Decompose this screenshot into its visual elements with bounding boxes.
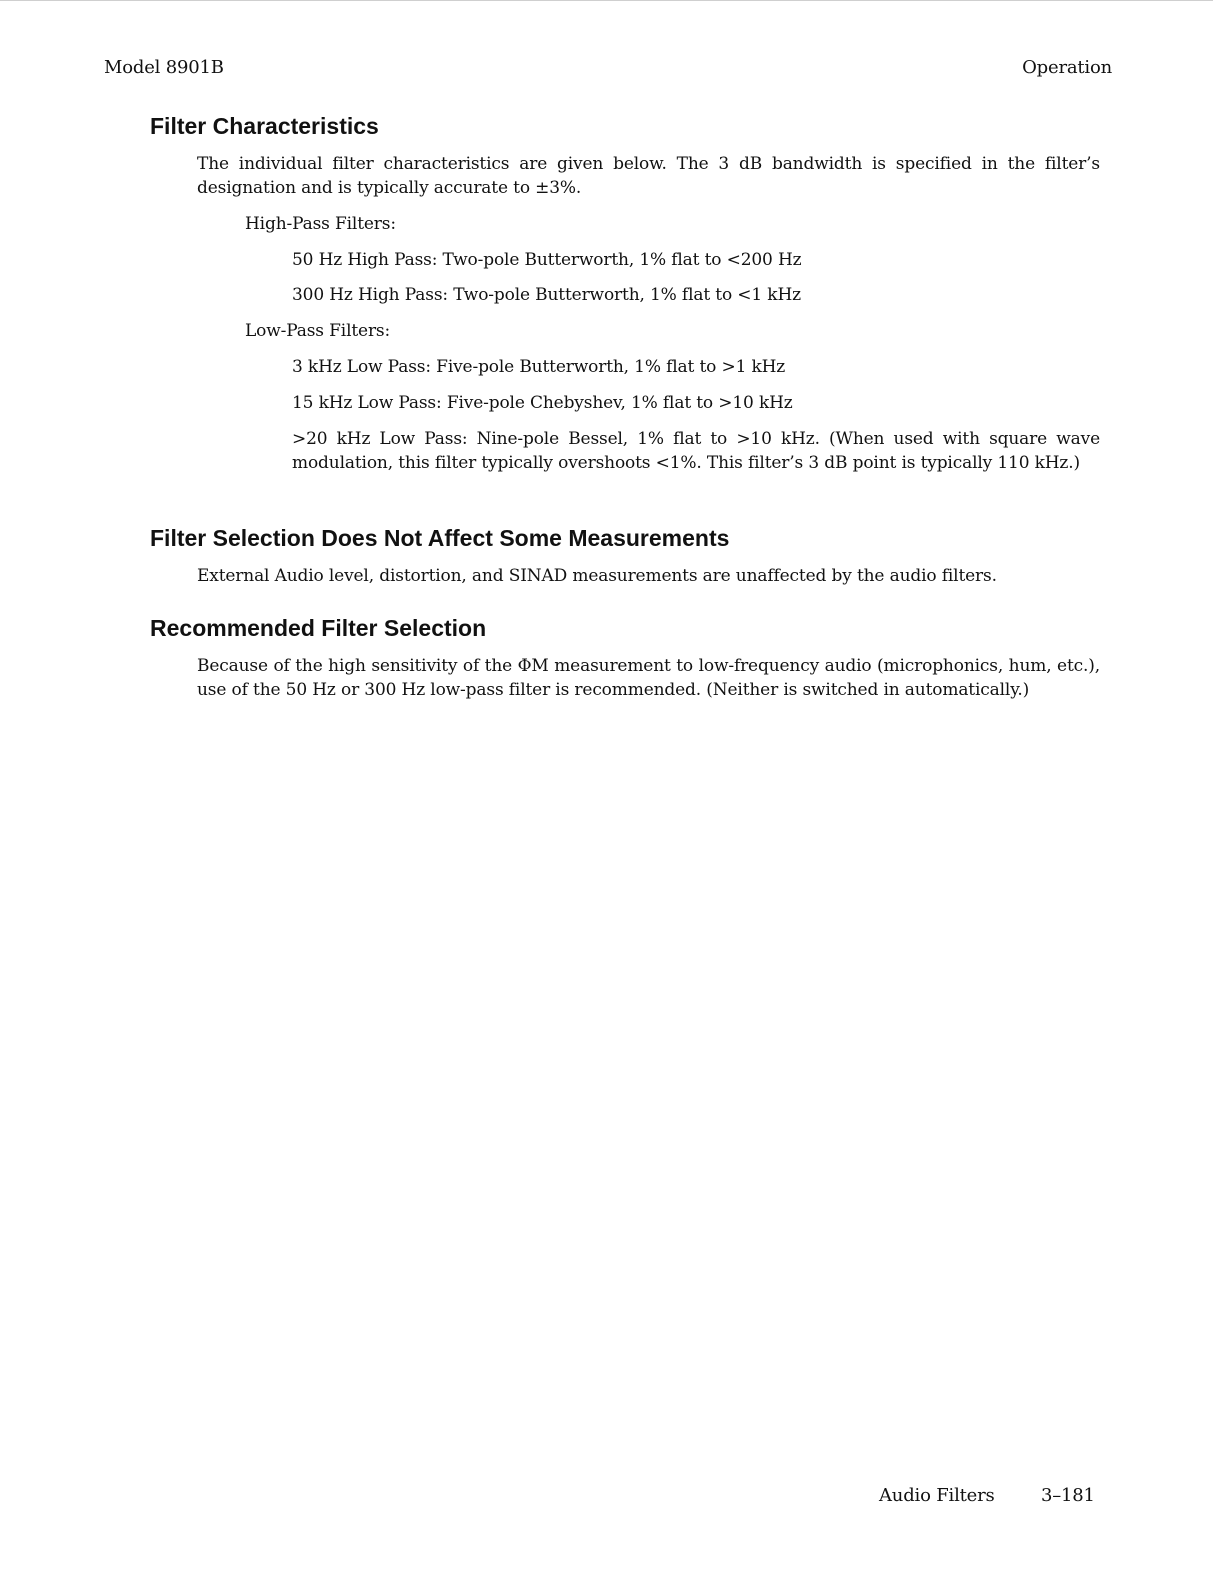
filter-characteristics-intro: The individual filter characteristics are given below. The 3 dB bandwidth is specified in the filter’s designation and is typically accurate to ±3%.	[197, 154, 1100, 198]
running-head-chapter: Operation	[1022, 57, 1112, 78]
footer-section-name: Audio Filters	[879, 1485, 995, 1506]
running-head-model: Model 8901B	[104, 57, 224, 78]
top-rule	[0, 0, 1213, 1]
filter-selection-text: External Audio level, distortion, and SINAD measurements are unaffected by the audio filters.	[197, 566, 997, 586]
high-pass-300hz-item: 300 Hz High Pass: Two-pole Butterworth, 1% flat to <1 kHz	[292, 285, 801, 305]
low-pass-3khz-item: 3 kHz Low Pass: Five-pole Butterworth, 1% flat to >1 kHz	[292, 357, 786, 377]
low-pass-20khz-item: >20 kHz Low Pass: Nine-pole Bessel, 1% flat to >10 kHz. (When used with square wave modulation, this filter typically overshoots <1%. This filter’s 3 dB point is typically 110 kHz.)	[292, 429, 1100, 473]
footer-page-number: 3–181	[1041, 1485, 1095, 1506]
high-pass-50hz-item: 50 Hz High Pass: Two-pole Butterworth, 1% flat to <200 Hz	[292, 250, 802, 270]
section-heading-filter-selection: Filter Selection Does Not Affect Some Measurements	[150, 525, 730, 551]
recommended-selection-text: Because of the high sensitivity of the ΦM measurement to low-frequency audio (microphonics, hum, etc.), use of the 50 Hz or 300 Hz low-pass filter is recommended. (Neither is switched in automatically.)	[197, 656, 1100, 700]
high-pass-filters-label: High-Pass Filters:	[245, 214, 396, 234]
low-pass-15khz-item: 15 kHz Low Pass: Five-pole Chebyshev, 1% flat to >10 kHz	[292, 393, 793, 413]
section-heading-recommended-selection: Recommended Filter Selection	[150, 615, 487, 641]
low-pass-filters-label: Low-Pass Filters:	[245, 321, 391, 341]
section-heading-filter-characteristics: Filter Characteristics	[150, 113, 379, 139]
